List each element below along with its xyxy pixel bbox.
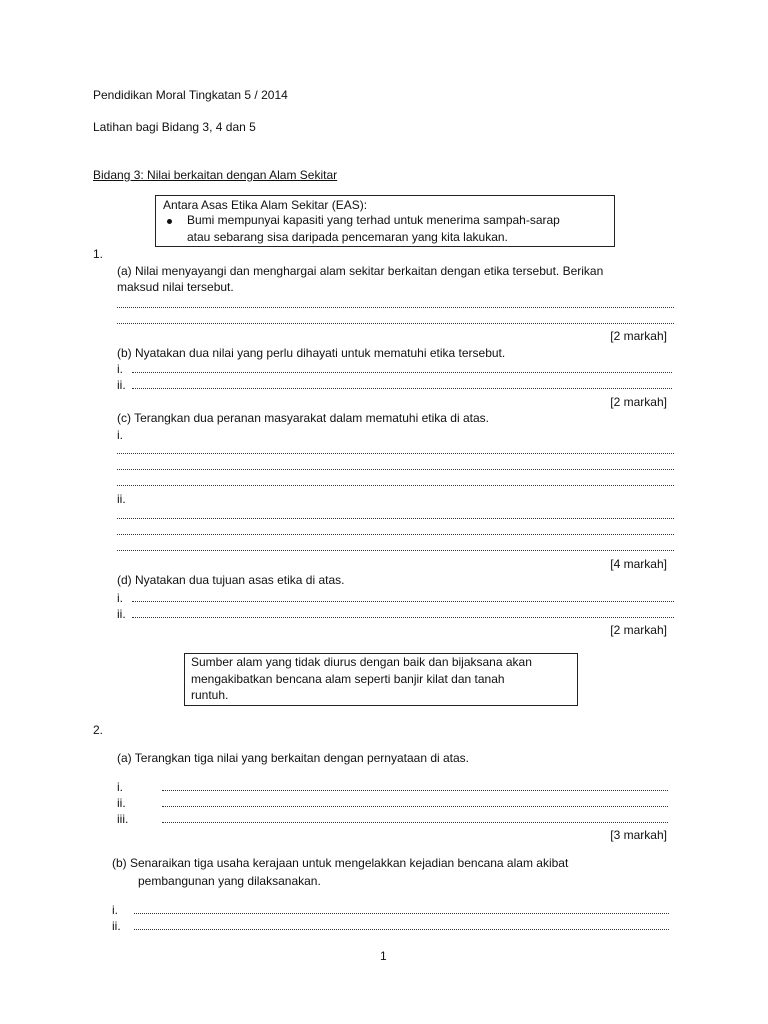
answer-line[interactable] <box>134 929 669 930</box>
question-1d: (d) Nyatakan dua tujuan asas etika di atas. <box>117 573 345 587</box>
document-title: Pendidikan Moral Tingkatan 5 / 2014 <box>93 88 288 102</box>
page-number: 1 <box>380 949 387 963</box>
answer-line[interactable] <box>132 388 672 389</box>
answer-line[interactable] <box>132 617 674 618</box>
document-subtitle: Latihan bagi Bidang 3, 4 dan 5 <box>93 120 256 134</box>
answer-line[interactable] <box>117 518 674 519</box>
question-1d-roman-i: i. <box>117 591 123 605</box>
statement-box-line2: mengakibatkan bencana alam seperti banjir kilat dan tanah <box>191 672 505 686</box>
question-2a-roman-ii: ii. <box>117 796 126 810</box>
ethics-box-heading: Antara Asas Etika Alam Sekitar (EAS): <box>163 198 368 212</box>
question-1a-line1: (a) Nilai menyayangi dan menghargai alam sekitar berkaitan dengan etika tersebut. Berikan <box>117 264 604 278</box>
question-1b: (b) Nyatakan dua nilai yang perlu dihayati untuk mematuhi etika tersebut. <box>117 346 506 360</box>
question-1b-roman-ii: ii. <box>117 378 126 392</box>
question-1a-line2: maksud nilai tersebut. <box>117 280 234 294</box>
question-2b-line1: (b) Senaraikan tiga usaha kerajaan untuk mengelakkan kejadian bencana alam akibat <box>112 856 569 870</box>
section-title: Bidang 3: Nilai berkaitan dengan Alam Sekitar <box>93 168 338 182</box>
marks-1c: [4 markah] <box>610 557 667 571</box>
ethics-box-bullet-line1: Bumi mempunyai kapasiti yang terhad untuk menerima sampah-sarap <box>187 213 560 227</box>
ethics-box <box>155 195 615 247</box>
answer-line[interactable] <box>117 485 674 486</box>
marks-2a: [3 markah] <box>610 828 667 842</box>
question-1c-roman-ii: ii. <box>117 492 126 506</box>
question-2a: (a) Terangkan tiga nilai yang berkaitan dengan pernyataan di atas. <box>117 751 470 765</box>
answer-line[interactable] <box>117 550 674 551</box>
answer-line[interactable] <box>162 822 668 823</box>
answer-line[interactable] <box>132 372 672 373</box>
statement-box-line3: runtuh. <box>191 688 229 702</box>
marks-1a: [2 markah] <box>610 329 667 343</box>
bullet-icon <box>167 219 172 224</box>
question-1c-roman-i: i. <box>117 428 123 442</box>
marks-1d: [2 markah] <box>610 623 667 637</box>
question-1-number: 1. <box>93 247 104 261</box>
answer-line[interactable] <box>134 913 669 914</box>
question-2b-line2: pembangunan yang dilaksanakan. <box>138 874 321 888</box>
answer-line[interactable] <box>117 307 674 308</box>
marks-1b: [2 markah] <box>610 395 667 409</box>
answer-line[interactable] <box>162 790 668 791</box>
answer-line[interactable] <box>117 323 674 324</box>
question-1c: (c) Terangkan dua peranan masyarakat dalam mematuhi etika di atas. <box>117 411 489 425</box>
ethics-box-bullet-line2: atau sebarang sisa daripada pencemaran yang kita lakukan. <box>187 230 508 244</box>
question-2b-roman-i: i. <box>112 903 118 917</box>
question-2a-roman-i: i. <box>117 780 123 794</box>
question-1b-roman-i: i. <box>117 362 123 376</box>
question-1d-roman-ii: ii. <box>117 607 126 621</box>
answer-line[interactable] <box>162 806 668 807</box>
statement-box-line1: Sumber alam yang tidak diurus dengan baik dan bijaksana akan <box>191 655 532 669</box>
answer-line[interactable] <box>117 534 674 535</box>
question-2-number: 2. <box>93 723 104 737</box>
answer-line[interactable] <box>117 453 674 454</box>
question-2a-roman-iii: iii. <box>117 812 129 826</box>
statement-box <box>184 653 578 706</box>
answer-line[interactable] <box>132 601 674 602</box>
answer-line[interactable] <box>117 469 674 470</box>
question-2b-roman-ii: ii. <box>112 919 121 933</box>
